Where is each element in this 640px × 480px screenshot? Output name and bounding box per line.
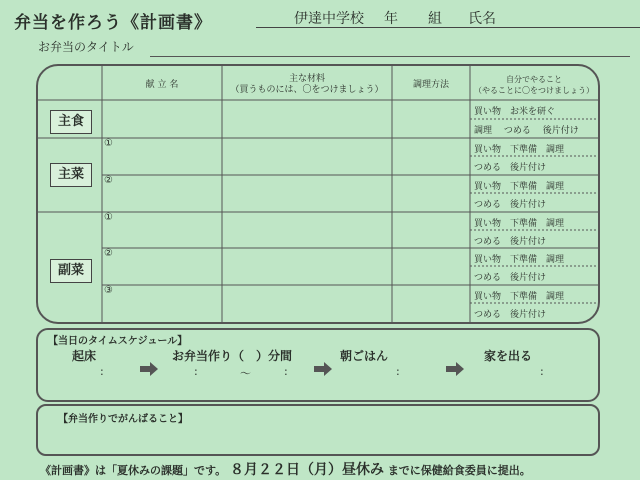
staple-task-line-2[interactable]: 調理 つめる 後片付け: [474, 126, 579, 136]
category-side-dish: 副菜: [50, 259, 92, 283]
col-ingredients-title: 主な材料: [288, 74, 325, 84]
side1-task-line-2[interactable]: つめる 後片付け: [474, 237, 547, 247]
cooking-start-colon[interactable]: :: [194, 365, 198, 378]
side1-task-line-1[interactable]: 買い物 下準備 調理: [474, 219, 565, 229]
school-name: 伊達中学校: [294, 11, 364, 27]
side-dish-number-3: ③: [104, 285, 113, 296]
arrow-right-icon: [140, 362, 158, 376]
col-ingredients-note: （買うものには、〇をつけましょう）: [230, 85, 384, 95]
main2-task-line-2[interactable]: つめる 後片付け: [474, 200, 547, 210]
cooking-tilde: ～: [240, 367, 251, 380]
col-method-header: 調理方法: [412, 80, 449, 90]
col-self-header: [470, 74, 598, 96]
arrow-right-icon: [446, 362, 464, 376]
category-main-dish: 主菜: [50, 163, 92, 187]
wake-time-colon[interactable]: :: [100, 365, 104, 378]
name-label: 氏名: [468, 11, 496, 27]
col-self-note: （やることに〇をつけましょう）: [474, 86, 594, 95]
breakfast-time-colon[interactable]: :: [396, 365, 400, 378]
year-label: 年: [384, 11, 398, 27]
side-dish-number-1: ①: [104, 212, 113, 223]
side3-task-line-1[interactable]: 買い物 下準備 調理: [474, 292, 565, 302]
arrow-right-icon: [314, 362, 332, 376]
schedule-cooking: お弁当作り（ ）分間: [172, 349, 293, 363]
staple-task-line-1[interactable]: 買い物 お米を研ぐ: [474, 107, 556, 117]
schedule-breakfast: 朝ごはん: [340, 349, 389, 363]
side2-task-line-2[interactable]: つめる 後片付け: [474, 273, 547, 283]
col-menu-header: 献 立 名: [145, 80, 179, 90]
effort-label: 【弁当作りでがんばること】: [58, 414, 188, 425]
col-self-title: 自分でやること: [506, 75, 562, 84]
class-label: 組: [428, 11, 442, 27]
side-dish-number-2: ②: [104, 248, 113, 259]
footer-part-2: までに保健給食委員に提出。: [387, 464, 531, 477]
footer-deadline: ８月２２日（月）昼休み: [229, 462, 384, 478]
footer-part-1: 《計画書》は「夏休みの課題」です。: [40, 464, 227, 477]
side2-task-line-1[interactable]: 買い物 下準備 調理: [474, 255, 565, 265]
header-underline: [256, 27, 640, 28]
menu-table: [36, 64, 600, 324]
bento-title-field[interactable]: [150, 56, 630, 57]
schedule-wake: 起床: [72, 349, 97, 363]
schedule-label: 【当日のタイムスケジュール】: [48, 336, 188, 347]
main-dish-number-2: ②: [104, 175, 113, 186]
footer-note: [40, 459, 531, 479]
leave-time-colon[interactable]: :: [540, 365, 544, 378]
main1-task-line-1[interactable]: 買い物 下準備 調理: [474, 145, 565, 155]
main2-task-line-1[interactable]: 買い物 下準備 調理: [474, 182, 565, 192]
schedule-leave-home: 家を出る: [484, 349, 533, 363]
bento-title-label: お弁当のタイトル: [38, 40, 134, 54]
side3-task-line-2[interactable]: つめる 後片付け: [474, 310, 547, 320]
main-dish-number-1: ①: [104, 138, 113, 149]
col-ingredients-header: [222, 74, 392, 96]
main1-task-line-2[interactable]: つめる 後片付け: [474, 163, 547, 173]
cooking-end-colon[interactable]: :: [284, 365, 288, 378]
category-staple: 主食: [50, 110, 92, 134]
page-title: 弁当を作ろう《計画書》: [14, 13, 212, 33]
